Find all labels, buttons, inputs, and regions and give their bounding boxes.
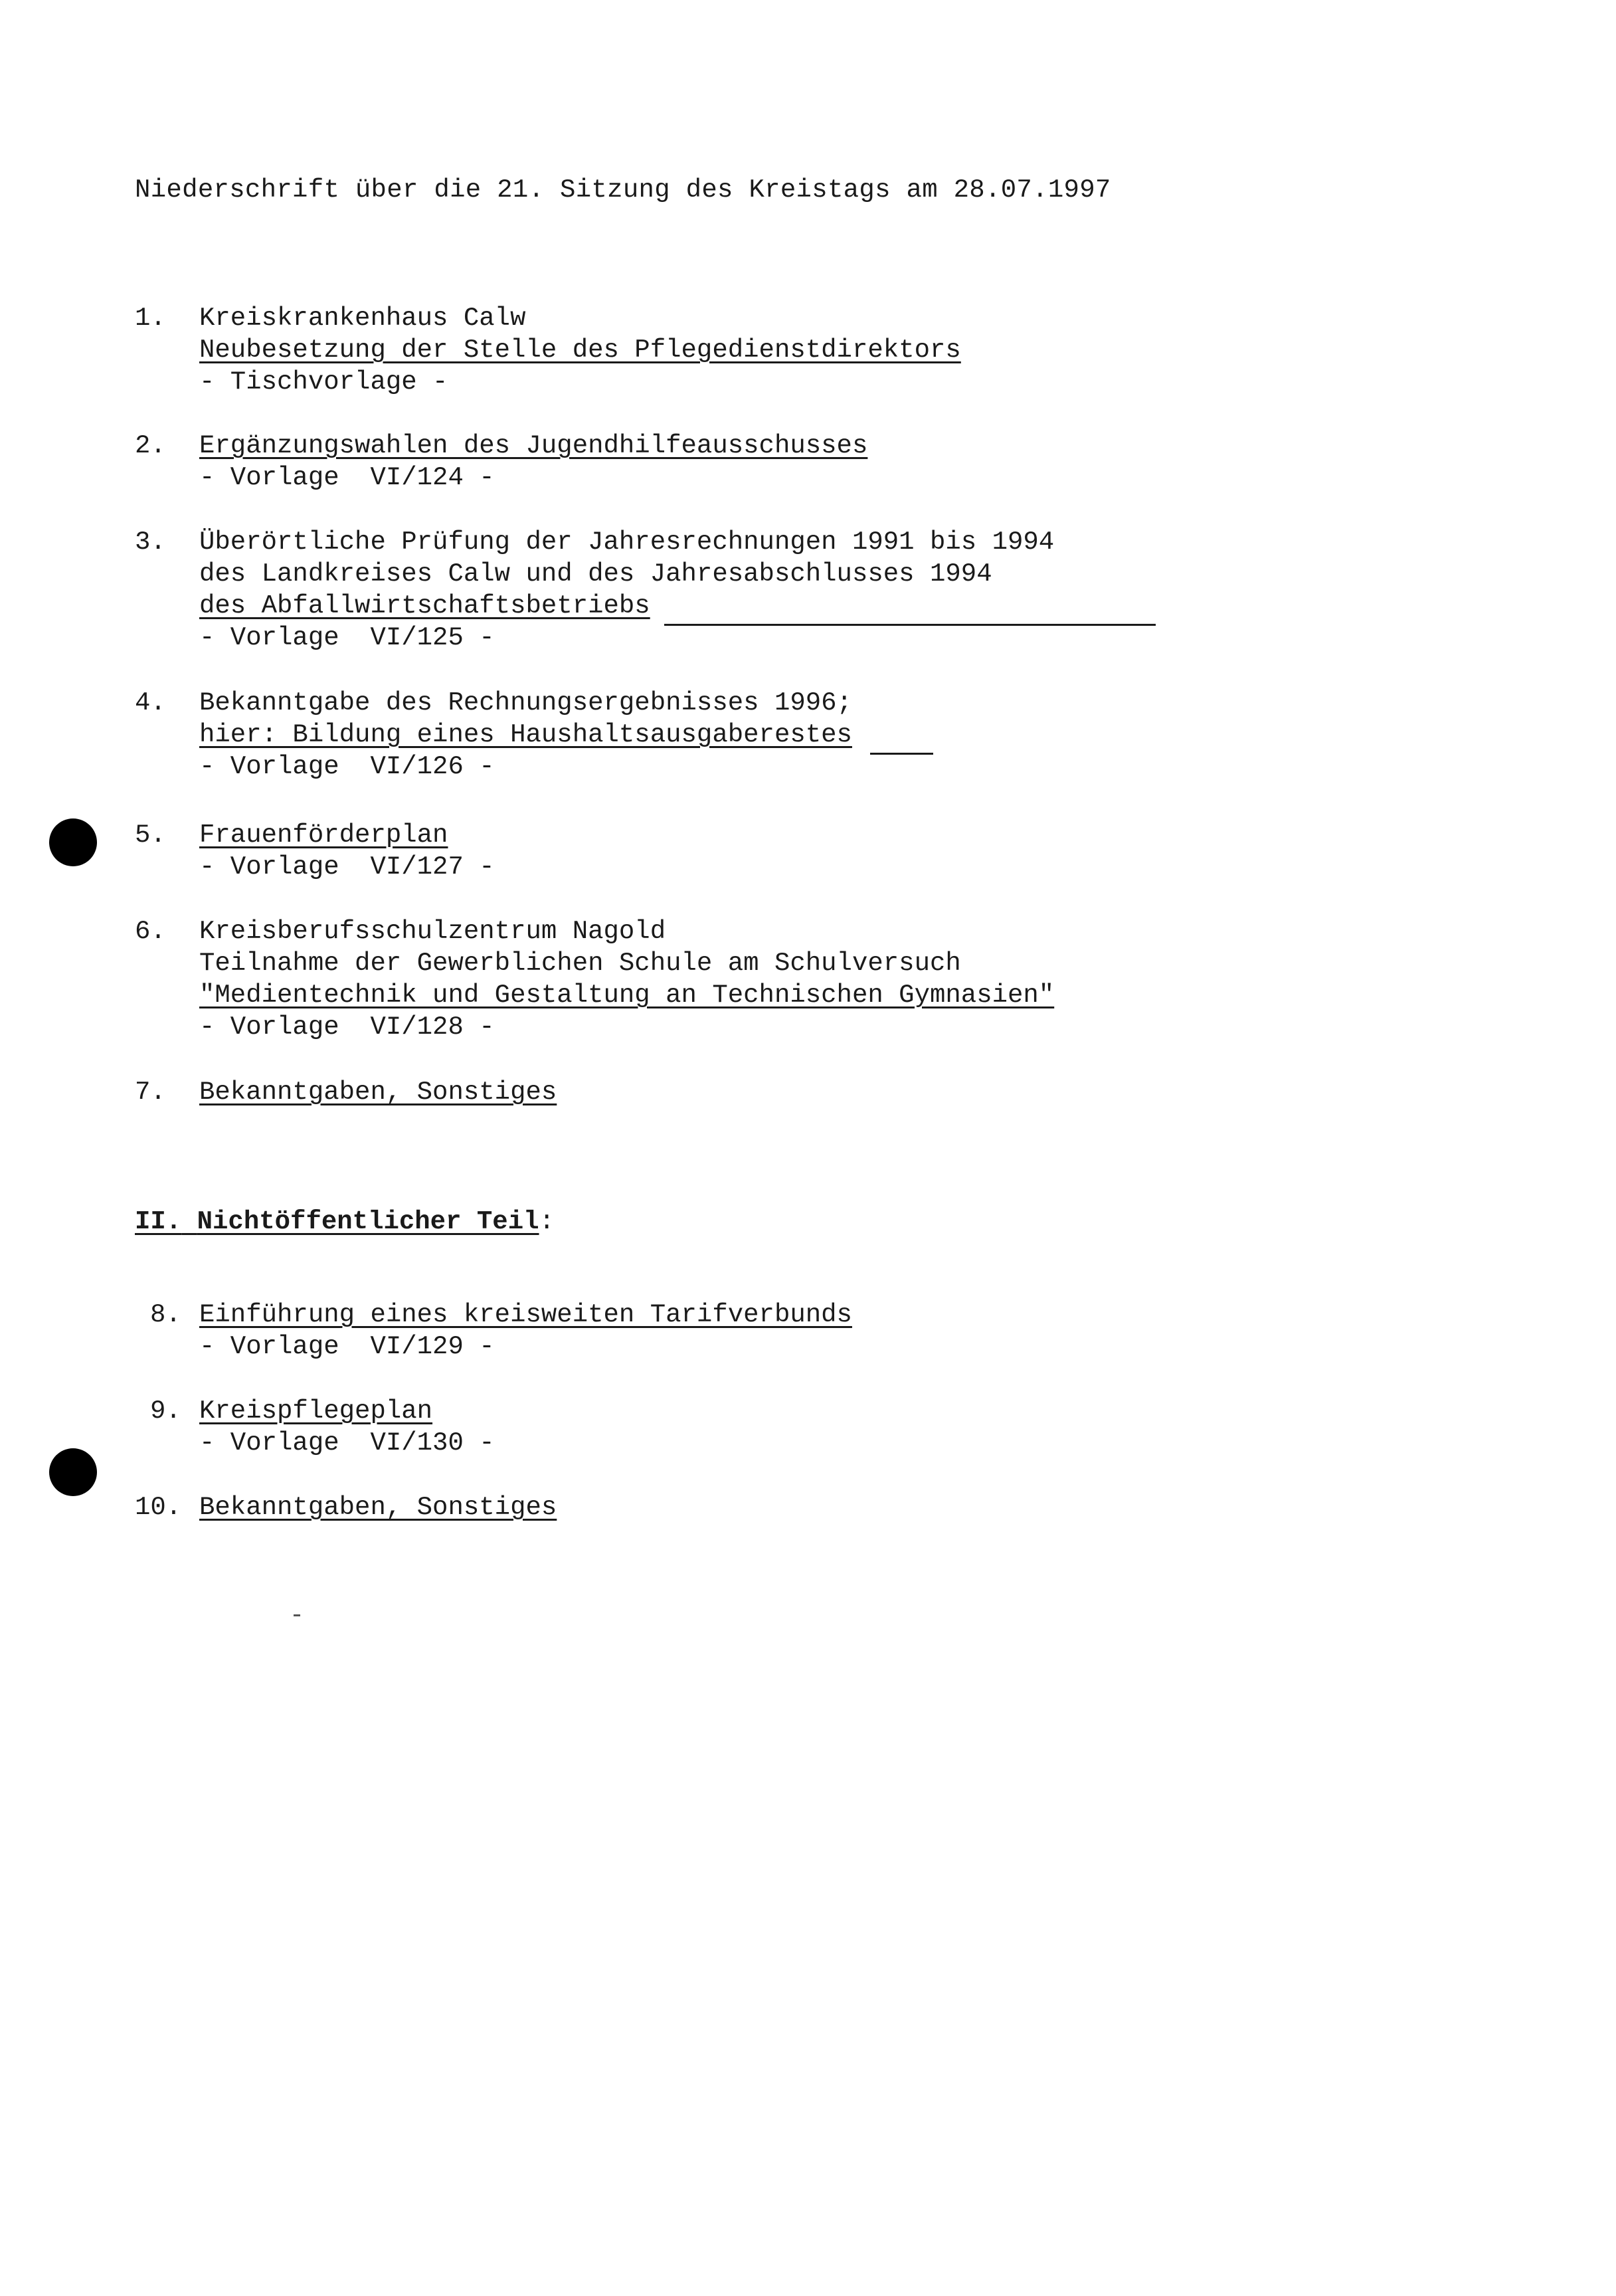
item-number: 9. — [150, 1396, 181, 1426]
item-line-vorlage: - Vorlage VI/127 - — [199, 852, 495, 882]
item-line-vorlage: - Vorlage VI/129 - — [199, 1332, 495, 1361]
document-title: Niederschrift über die 21. Sitzung des Kreistags am 28.07.1997 — [135, 175, 1111, 205]
item-line-underlined: hier: Bildung eines Haushaltsausgaberestes — [199, 720, 852, 749]
item-number: 4. — [135, 688, 166, 718]
item-line-underlined: Ergänzungswahlen des Jugendhilfeausschusses — [199, 431, 868, 460]
item-number: 8. — [150, 1300, 181, 1329]
underline-extension — [664, 624, 1156, 626]
item-line: des Landkreises Calw und des Jahresabschlusses 1994 — [199, 559, 992, 589]
item-number: 1. — [135, 304, 166, 333]
item-line-underlined: Bekanntgaben, Sonstiges — [199, 1078, 557, 1107]
item-body — [199, 1491, 557, 1523]
item-line-vorlage: - Vorlage VI/130 - — [199, 1428, 495, 1458]
item-line-underlined: des Abfallwirtschaftsbetriebs — [199, 591, 650, 621]
item-line-underlined: Frauenförderplan — [199, 820, 448, 850]
item-number: 6. — [135, 917, 166, 946]
scan-speck — [294, 1614, 300, 1616]
item-line-vorlage: - Vorlage VI/124 - — [199, 463, 495, 492]
item-number: 2. — [135, 431, 166, 460]
underline-extension — [870, 753, 933, 755]
section-heading — [135, 1206, 555, 1238]
item-body — [199, 819, 495, 883]
item-body — [199, 1395, 495, 1459]
item-line-underlined: "Medientechnik und Gestaltung an Technischen Gymnasien" — [199, 981, 1055, 1010]
item-body — [199, 1299, 852, 1363]
item-line-underlined: Einführung eines kreisweiten Tarifverbunds — [199, 1300, 852, 1329]
item-body — [199, 430, 867, 494]
section-roman: II. — [135, 1207, 182, 1236]
item-body — [199, 526, 1054, 654]
item-body — [199, 687, 852, 783]
item-number: 10. — [135, 1493, 182, 1522]
item-line: Bekanntgabe des Rechnungsergebnisses 1996; — [199, 688, 852, 718]
item-line-vorlage: - Vorlage VI/126 - — [199, 752, 495, 781]
punch-hole-bottom — [49, 1448, 97, 1496]
item-number: 7. — [135, 1078, 166, 1107]
item-number: 3. — [135, 527, 166, 557]
item-line: Kreisberufsschulzentrum Nagold — [199, 917, 666, 946]
item-number: 5. — [135, 820, 166, 850]
item-line: Überörtliche Prüfung der Jahresrechnungen 1991 bis 1994 — [199, 527, 1055, 557]
item-body — [199, 1076, 557, 1108]
section-colon: : — [539, 1207, 555, 1236]
item-line-underlined: Kreispflegeplan — [199, 1396, 433, 1426]
item-line: Kreiskrankenhaus Calw — [199, 304, 526, 333]
item-line-vorlage: - Vorlage VI/125 - — [199, 623, 495, 652]
item-line-underlined: Bekanntgaben, Sonstiges — [199, 1493, 557, 1522]
item-line-vorlage: - Vorlage VI/128 - — [199, 1012, 495, 1042]
item-line: Teilnahme der Gewerblichen Schule am Schulversuch — [199, 949, 961, 978]
item-body — [199, 302, 961, 398]
item-line-vorlage: - Tischvorlage - — [199, 367, 448, 397]
item-line-underlined: Neubesetzung der Stelle des Pflegedienstdirektors — [199, 335, 961, 365]
punch-hole-top — [49, 818, 97, 866]
item-body — [199, 915, 1054, 1043]
section-title: Nichtöffentlicher Teil — [197, 1207, 539, 1236]
